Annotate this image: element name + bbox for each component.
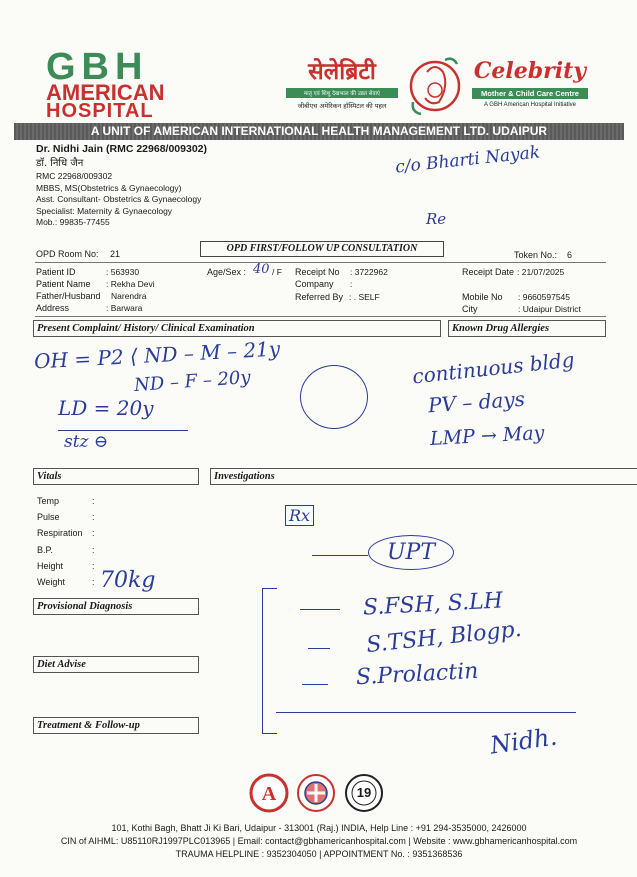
gbh-logo [44, 46, 184, 122]
patient-id-value: : 563930 [106, 267, 140, 277]
patient-name-value: : Rekha Devi [106, 279, 155, 289]
footer-address: 101, Kothi Bagh, Bhatt Ji Ki Bari, Udaipur - 313001 (Raj.) INDIA, Help Line : +91 294-3535000, 2426000 [111, 823, 527, 833]
doctor-degree: MBBS, MS(Obstetrics & Gynaecology) [36, 182, 182, 193]
vital-height: Height [37, 561, 64, 571]
treatment-header: Treatment & Follow-up [33, 717, 199, 734]
hw-obstetric-history: OH = P2 ⟨ ND – M – 21y [33, 336, 281, 374]
hw-bracket [262, 588, 277, 734]
opd-room-value: 21 [110, 249, 121, 259]
father-label: Father/Husband [36, 291, 101, 301]
vital-weight-colon: : [92, 577, 95, 587]
diet-advise-header: Diet Advise [33, 656, 199, 673]
patient-name-label: Patient Name [36, 279, 91, 289]
celebrity-hindi-title: सेलेब्रिटी [308, 59, 376, 85]
token-label: Token No.: [514, 250, 558, 260]
consultation-title-text: OPD FIRST/FOLLOW UP CONSULTATION [226, 243, 418, 254]
hw-continuous-bleeding: continuous bldg [411, 347, 576, 389]
logo-hospital-text: HOSPITAL [46, 100, 154, 122]
vital-bp: B.P. [37, 545, 53, 555]
receipt-no-value: : 3722962 [350, 267, 388, 277]
vital-weight: Weight [37, 577, 65, 587]
investigations-header: Investigations [210, 468, 637, 485]
referred-label: Referred By [295, 292, 344, 302]
mother-child-icon [405, 52, 465, 120]
hw-inv-prolactin: S.Prolactin [355, 658, 479, 691]
doctor-specialist: Specialist: Maternity & Gynaecology [36, 205, 173, 216]
doctor-name: Dr. Nidhi Jain (RMC 22968/009302) [36, 143, 207, 155]
address-value: : Barwara [106, 303, 143, 313]
handwritten-re: Re [426, 210, 447, 228]
vital-pulse-colon: : [92, 512, 95, 522]
accreditation-seal-19 [344, 773, 384, 813]
hw-signature: Nidh. [488, 722, 559, 760]
doctor-info [36, 143, 296, 229]
seal-number: 19 [356, 785, 372, 800]
doctor-name-hindi: डॉ. निधि जैन [36, 158, 84, 169]
hw-inv-tsh: S.TSH, Blogp. [365, 616, 523, 659]
celebrity-en-title: Celebrity [473, 58, 587, 84]
company-value: : [350, 279, 353, 289]
vital-height-colon: : [92, 561, 95, 571]
hw-weight-value: 70kg [100, 568, 156, 593]
father-value: Narendra [111, 291, 147, 301]
consultation-title [200, 241, 444, 257]
celebrity-initiative: A GBH American Hospital Initiative [483, 102, 577, 108]
divider-top [35, 262, 606, 263]
vital-respiration-colon: : [92, 528, 95, 538]
referred-value: : . SELF [349, 292, 380, 302]
provisional-diagnosis-header: Provisional Diagnosis [33, 598, 199, 615]
complaint-header: Present Complaint/ History/ Clinical Examination [33, 320, 441, 337]
city-label: City [462, 304, 478, 314]
logo-american-text: AMERICAN [46, 80, 165, 105]
allergies-header: Known Drug Allergies [448, 320, 606, 337]
sex-value: / F [272, 267, 282, 277]
hw-arrow-3 [302, 684, 328, 685]
token-value: 6 [567, 250, 573, 260]
hw-pv: PV – days [427, 386, 526, 418]
vitals-header: Vitals [33, 468, 199, 485]
address-label: Address [36, 303, 70, 313]
hw-underline [58, 430, 188, 431]
hw-circle [300, 365, 368, 429]
company-label: Company [295, 279, 334, 289]
patient-id-label: Patient ID [36, 267, 76, 277]
celebrity-hindi-sub: जीबीएच अमेरिकन हॉस्पिटल की पहल [297, 102, 387, 110]
agesex-label: Age/Sex : [207, 267, 247, 277]
hw-obstetric-history-2: ND – F – 20y [133, 366, 252, 397]
receipt-date-value: : 21/07/2025 [517, 267, 565, 277]
divider-patient [35, 316, 606, 317]
city-value: : Udaipur District [518, 304, 581, 314]
hw-inv-fsh-lh: S.FSH, S.LH [362, 588, 504, 621]
hw-arrow-upt [312, 555, 368, 556]
hw-last-delivery: LD = 20y [58, 396, 154, 420]
age-value: 40 [253, 262, 270, 277]
celebrity-en-block [470, 58, 590, 120]
vital-pulse: Pulse [37, 512, 60, 522]
receipt-no-label: Receipt No [295, 267, 340, 277]
header-banner [14, 123, 624, 140]
svg-text:A: A [261, 783, 277, 805]
doctor-position: Asst. Consultant- Obstetrics & Gynaecology [36, 194, 202, 204]
hw-upt: UPT [368, 535, 454, 570]
celebrity-hindi-block [286, 58, 398, 120]
hw-arrow-2 [308, 648, 330, 649]
accreditation-seal-a [249, 773, 289, 813]
doctor-mobile: Mob.: 99835-77455 [36, 217, 110, 227]
mobile-label: Mobile No [462, 292, 503, 302]
celebrity-hindi-tag: मातृ एवं शिशु देखभाल की उन्नत सेवाएं [286, 88, 398, 98]
logo-gbh-text: GBH [46, 46, 149, 88]
footer-trauma: TRAUMA HELPLINE : 9352304050 | APPOINTMENT No. : 9351368536 [175, 849, 463, 859]
accreditation-seal-b [296, 773, 336, 813]
handwritten-care-of: c/o Bharti Nayak [394, 142, 541, 178]
celebrity-centre: Mother & Child Care Centre [472, 88, 588, 99]
hw-lmp: LMP → May [429, 422, 545, 450]
hw-line-bottom [276, 712, 576, 713]
vital-respiration: Respiration [37, 528, 83, 538]
banner-text: A UNIT OF AMERICAN INTERNATIONAL HEALTH MANAGEMENT LTD. UDAIPUR [90, 124, 548, 138]
mobile-value: : 9660597545 [518, 292, 570, 302]
hw-arrow-1 [300, 609, 340, 610]
vital-bp-colon: : [92, 545, 95, 555]
footer-text [14, 822, 624, 861]
opd-room-label: OPD Room No: [36, 249, 99, 259]
vital-temp: Temp [37, 496, 60, 506]
footer-cin: CIN of AIHML: U85110RJ1997PLC013965 | Email: contact@gbhamericanhospital.com | Website : www.gbhamericanhospital.com [60, 836, 578, 846]
doctor-rmc: RMC 22968/009302 [36, 171, 113, 181]
vital-temp-colon: : [92, 496, 95, 506]
receipt-date-label: Receipt Date [462, 267, 515, 277]
hw-sterilization: stz ⊖ [64, 432, 109, 452]
hw-rx: Rx [285, 505, 314, 526]
